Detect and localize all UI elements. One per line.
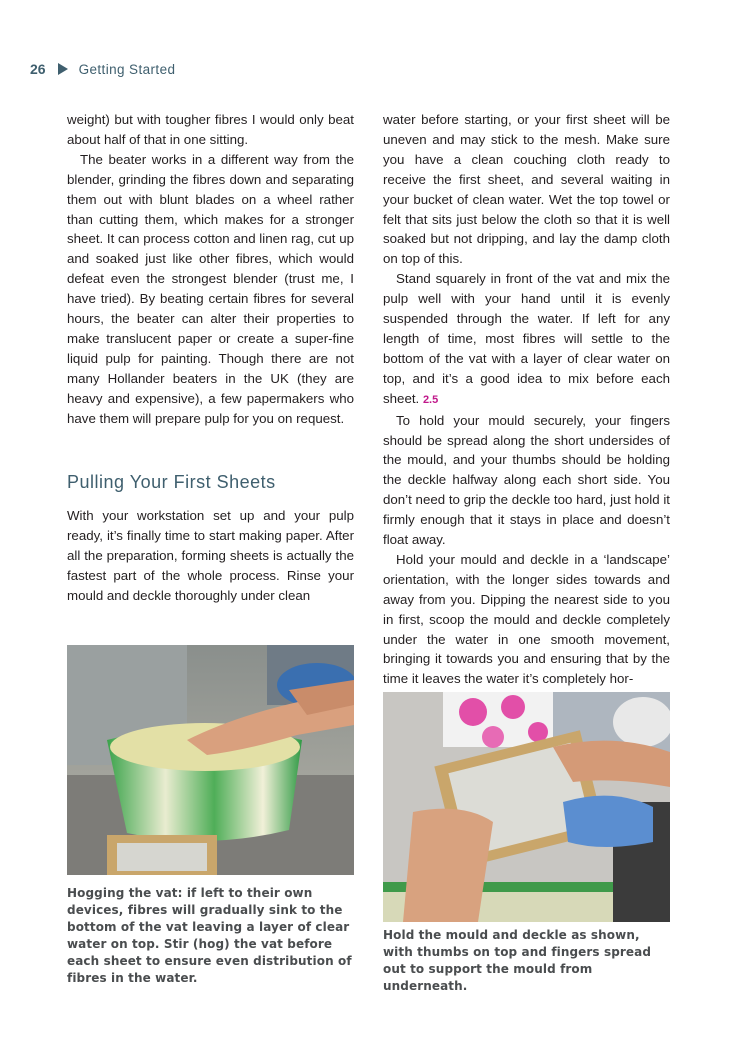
photo-mould-deckle <box>383 692 670 922</box>
section-title: Getting Started <box>78 61 176 77</box>
left-column <box>67 110 354 606</box>
paragraph: The beater works in a different way from the blender, grinding the fibres down and separating them out with blunt blades on a wheel rather than cutting them, which makes for a stronger sheet. It can process cotton and linen rag, cut up and soaked just like other fibres, which would defeat even the strongest blender (trust me, I have tried). By beating certain fibres for several hours, the beater can alter their properties to make translucent paper or create a super-fine liquid pulp for painting. Though there are not many Hollander beaters in the UK (they are heavy and expensive), a few papermakers who have them will prepare pulp for you on request. <box>67 151 354 426</box>
paragraph-text: Stand squarely in front of the vat and mix the pulp well with your hand until it is evenly suspended through the water. If left for any length of time, most fibres will settle to the bottom of the vat with a layer of clear water on top, and it’s a good idea to mix before each sheet. <box>383 271 670 406</box>
figure-caption-left: Hogging the vat: if left to their own devices, fibres will gradually sink to the bottom of the vat leaving a layer of clear water on top. Stir (hog) the vat before each sheet to ensure even distribution of fibres in the water. <box>67 886 352 985</box>
photo-hogging-vat <box>67 645 354 875</box>
paragraph <box>383 269 670 410</box>
triangle-arrow-icon <box>58 63 68 75</box>
mould-illustration <box>383 692 670 922</box>
page-number: 26 <box>30 61 46 77</box>
paragraph: Hold your mould and deckle in a ‘landscape’ orientation, with the longer sides towards and away from you. Dipping the nearest side to you in first, scoop the mould and deckle completely under the water in one smooth movement, bringing it towards you and ensuring that by the time it leaves the water it’s completely hor- <box>383 551 670 687</box>
right-column <box>383 110 670 689</box>
paragraph: water before starting, or your first sheet will be uneven and may stick to the mesh. Make sure you have a clean couching cloth ready to receive the first sheet, and several waiting in your bucket of clean water. Wet the top towel or felt that sits just below the cloth so that it is well soaked but not dripping, and lay the damp cloth on top of this. <box>383 112 670 267</box>
paragraph: To hold your mould securely, your fingers should be spread along the short undersides of the mould, and your thumbs should be holding the deckle halfway along each short side. You don’t need to grip the deckle too hard, just hold it firmly enough that it stays in place and doesn’t float away. <box>383 412 670 548</box>
subheading: Pulling Your First Sheets <box>67 471 276 492</box>
paragraph: With your workstation set up and your pulp ready, it’s finally time to start making paper. After all the preparation, forming sheets is actually the fastest part of the whole process. Rinse your mould and deckle thoroughly under clean <box>67 508 354 604</box>
vat-illustration <box>67 645 354 875</box>
figure-reference: 2.5 <box>422 393 439 406</box>
figure-caption-right: Hold the mould and deckle as shown, with thumbs on top and fingers spread out to support the mould from underneath. <box>383 928 652 993</box>
paragraph: weight) but with tougher fibres I would only beat about half of that in one sitting. <box>67 112 354 147</box>
running-header <box>30 58 175 80</box>
